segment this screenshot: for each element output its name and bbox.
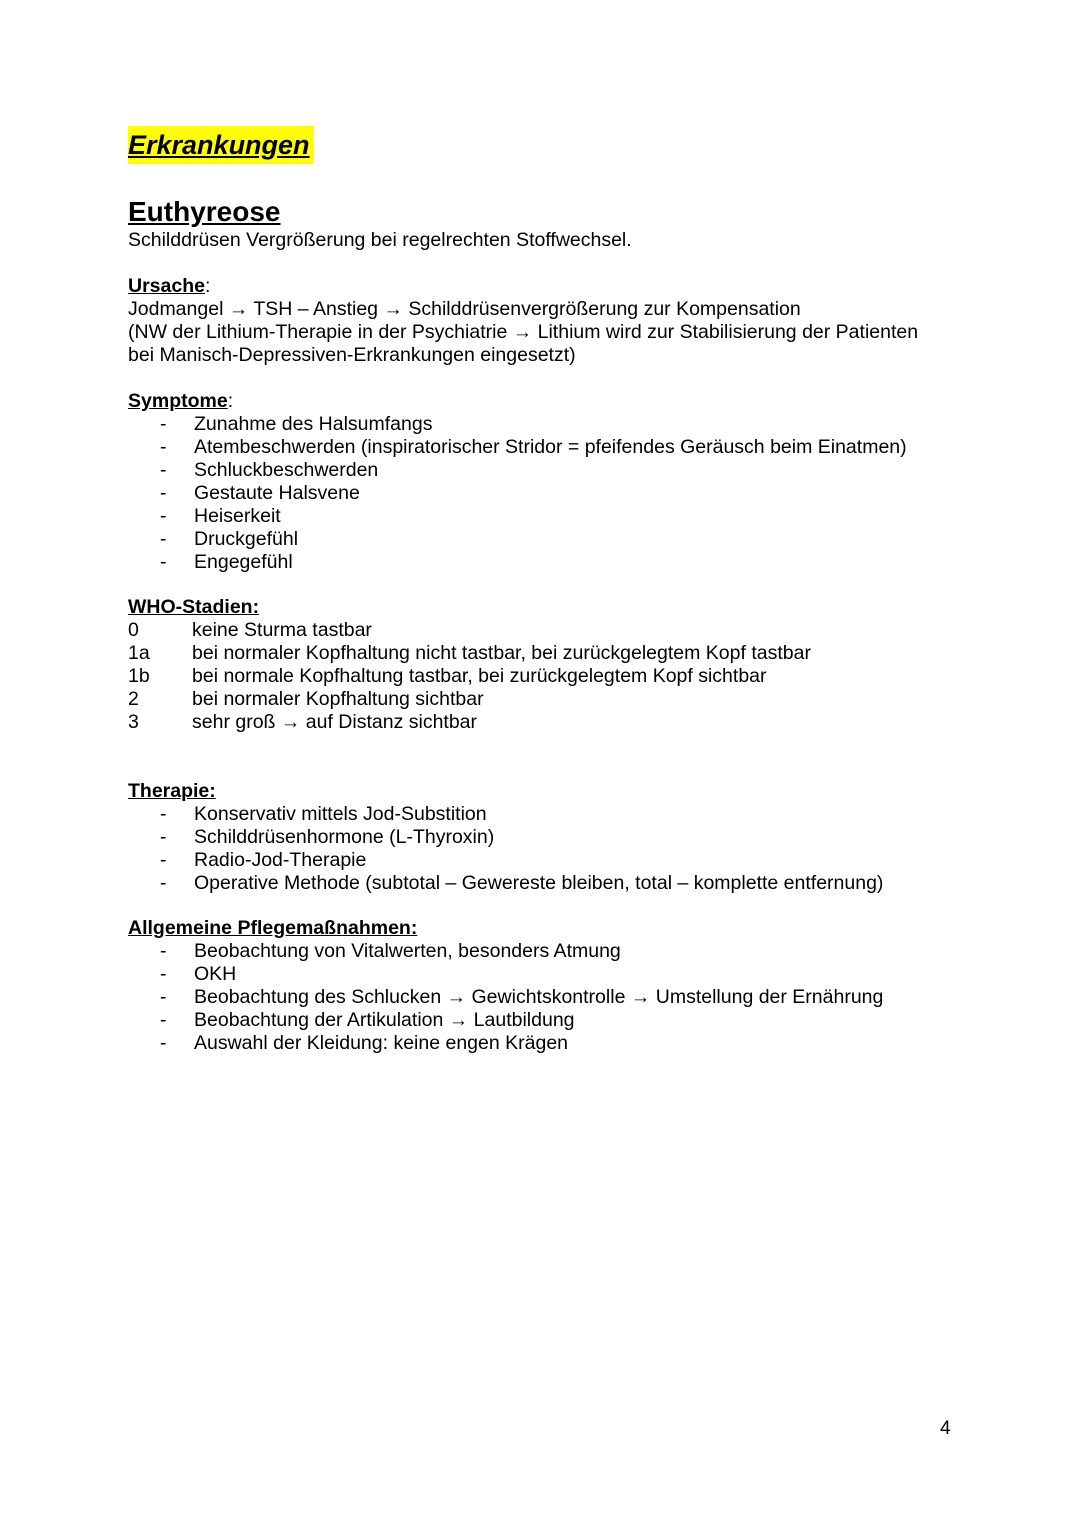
stage-number: 0	[128, 619, 139, 641]
symptome-label: Symptome	[128, 390, 228, 412]
stage-number: 1b	[128, 665, 150, 687]
list-item	[128, 963, 883, 986]
list-item	[128, 528, 907, 551]
list-item-text: Konservativ mittels Jod-Substition	[194, 803, 487, 825]
ursache-label-colon: :	[204, 275, 211, 297]
dash-bullet: -	[160, 1032, 167, 1054]
definition-line: Schilddrüsen Vergrößerung bei regelrechten Stoffwechsel.	[128, 229, 632, 251]
stage-row	[128, 711, 811, 734]
stage-description: sehr groß → auf Distanz sichtbar	[192, 711, 478, 733]
dash-bullet: -	[160, 849, 167, 871]
dash-bullet: -	[160, 963, 167, 985]
dash-bullet: -	[160, 826, 167, 848]
list-item-text: Druckgefühl	[194, 528, 299, 550]
stage-description: bei normale Kopfhaltung tastbar, bei zurückgelegtem Kopf sichtbar	[192, 665, 767, 687]
stage-row	[128, 665, 811, 688]
page-number: 4	[940, 1418, 951, 1439]
page-title	[128, 126, 314, 164]
dash-bullet: -	[160, 482, 167, 504]
dash-bullet: -	[160, 505, 167, 527]
list-item-text: Auswahl der Kleidung: keine engen Krägen	[194, 1032, 569, 1054]
stage-description: bei normaler Kopfhaltung nicht tastbar, bei zurückgelegtem Kopf tastbar	[192, 642, 811, 664]
dash-bullet: -	[160, 413, 167, 435]
list-item-text: Gestaute Halsvene	[194, 482, 360, 504]
symptome-list	[128, 413, 907, 574]
ursache-line: Jodmangel → TSH – Anstieg → Schilddrüsenvergrößerung zur Kompensation	[128, 298, 801, 320]
symptome-block	[128, 390, 907, 574]
list-item	[128, 986, 883, 1009]
list-item-text: Beobachtung der Artikulation → Lautbildung	[194, 1009, 575, 1031]
page-title-text: Erkrankungen	[128, 130, 310, 160]
symptome-heading	[128, 390, 907, 413]
stage-description: keine Sturma tastbar	[192, 619, 372, 641]
stage-row	[128, 688, 811, 711]
list-item	[128, 505, 907, 528]
dash-bullet: -	[160, 1009, 167, 1031]
list-item-text: Schluckbeschwerden	[194, 459, 379, 481]
list-item-text: Schilddrüsenhormone (L-Thyroxin)	[194, 826, 495, 848]
who-stadien-block	[128, 596, 811, 734]
list-item	[128, 551, 907, 574]
stage-description: bei normaler Kopfhaltung sichtbar	[192, 688, 484, 710]
ursache-heading	[128, 275, 918, 298]
pflege-label: Allgemeine Pflegemaßnahmen:	[128, 917, 418, 939]
list-item	[128, 803, 883, 826]
therapie-label: Therapie:	[128, 780, 216, 802]
dash-bullet: -	[160, 551, 167, 573]
dash-bullet: -	[160, 986, 167, 1008]
stage-row	[128, 642, 811, 665]
dash-bullet: -	[160, 803, 167, 825]
ursache-label: Ursache	[128, 275, 205, 297]
dash-bullet: -	[160, 459, 167, 481]
list-item	[128, 413, 907, 436]
list-item-text: Zunahme des Halsumfangs	[194, 413, 433, 435]
stage-number: 3	[128, 711, 139, 733]
list-item	[128, 1009, 883, 1032]
list-item-text: Engegefühl	[194, 551, 293, 573]
dash-bullet: -	[160, 872, 167, 894]
stage-number: 2	[128, 688, 139, 710]
therapie-block	[128, 780, 883, 895]
section-heading-euthyreose: Euthyreose	[128, 196, 281, 227]
ursache-line: (NW der Lithium-Therapie in der Psychiatrie → Lithium wird zur Stabilisierung der Patienten	[128, 321, 919, 343]
list-item	[128, 436, 907, 459]
list-item	[128, 849, 883, 872]
stage-row	[128, 619, 811, 642]
list-item	[128, 826, 883, 849]
dash-bullet: -	[160, 436, 167, 458]
ursache-line: bei Manisch-Depressiven-Erkrankungen eingesetzt)	[128, 344, 576, 366]
list-item	[128, 1032, 883, 1055]
pflege-list	[128, 940, 883, 1055]
list-item-text: Operative Methode (subtotal – Gewereste bleiben, total – komplette entfernung)	[194, 872, 884, 894]
definition-text	[128, 229, 632, 252]
dash-bullet: -	[160, 940, 167, 962]
list-item-text: OKH	[194, 963, 237, 985]
list-item	[128, 459, 907, 482]
list-item	[128, 482, 907, 505]
symptome-label-colon: :	[227, 390, 234, 412]
who-stadien-label: WHO-Stadien:	[128, 596, 260, 618]
ursache-block	[128, 275, 918, 367]
list-item-text: Beobachtung von Vitalwerten, besonders Atmung	[194, 940, 621, 962]
list-item	[128, 872, 883, 895]
pflege-block	[128, 917, 883, 1055]
stage-number: 1a	[128, 642, 150, 664]
list-item-text: Heiserkeit	[194, 505, 281, 527]
list-item-text: Atembeschwerden (inspiratorischer Stridor = pfeifendes Geräusch beim Einatmen)	[194, 436, 907, 458]
list-item	[128, 940, 883, 963]
list-item-text: Beobachtung des Schlucken → Gewichtskontrolle → Umstellung der Ernährung	[194, 986, 884, 1008]
list-item-text: Radio-Jod-Therapie	[194, 849, 367, 871]
therapie-list	[128, 803, 883, 895]
dash-bullet: -	[160, 528, 167, 550]
